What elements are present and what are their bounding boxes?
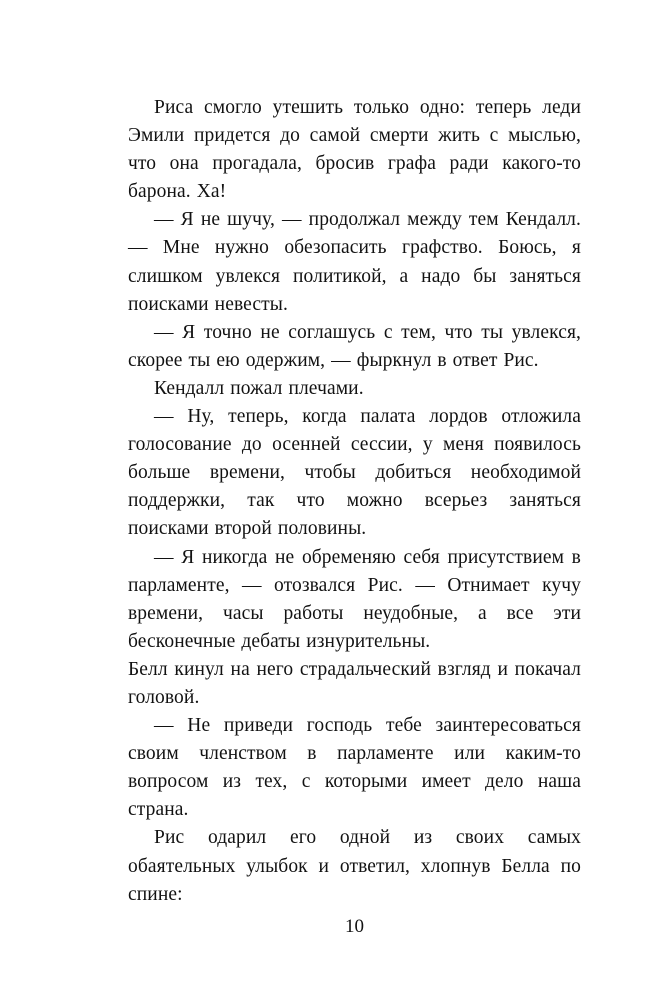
paragraph: — Ну, теперь, когда палата лордов отложила голосование до осенней сессии, у меня появилось больше времени, чтобы добиться необходимой поддержки, так что можно всерьез заняться поисками второй половины. [128, 406, 581, 540]
paragraph: — Я никогда не обременяю себя присутствием в парламенте, — отозвался Рис. — Отнимает кучу времени, часы работы неудобные, а все эти бесконечные дебаты изнурительны. [128, 546, 581, 652]
paragraph: — Я точно не соглашусь с тем, что ты увлекся, скорее ты ею одержим, — фыркнул в ответ Рис. [128, 321, 581, 371]
paragraph: Рис одарил его одной из своих самых обаятельных улыбок и ответил, хлопнув Белла по спине: [128, 827, 581, 905]
page-number: 10 [345, 915, 364, 937]
paragraph: Кендалл пожал плечами. [154, 377, 364, 399]
paragraph: Белл кинул на него страдальческий взгляд и покачал головой. [128, 658, 581, 708]
page-text-block [128, 94, 581, 909]
paragraph: Риса смогло утешить только одно: теперь леди Эмили придется до самой смерти жить с мыслью, что она прогадала, бросив графа ради какого-то барона. Ха! [128, 97, 581, 203]
paragraph: — Не приведи господь тебе заинтересоваться своим членством в парламенте или каким-то вопросом из тех, с которыми имеет дело наша страна. [128, 715, 581, 821]
paragraph: — Я не шучу, — продолжал между тем Кендалл. — Мне нужно обезопасить графство. Боюсь, я слишком увлекся политикой, а надо бы заняться поисками невесты. [128, 209, 581, 315]
